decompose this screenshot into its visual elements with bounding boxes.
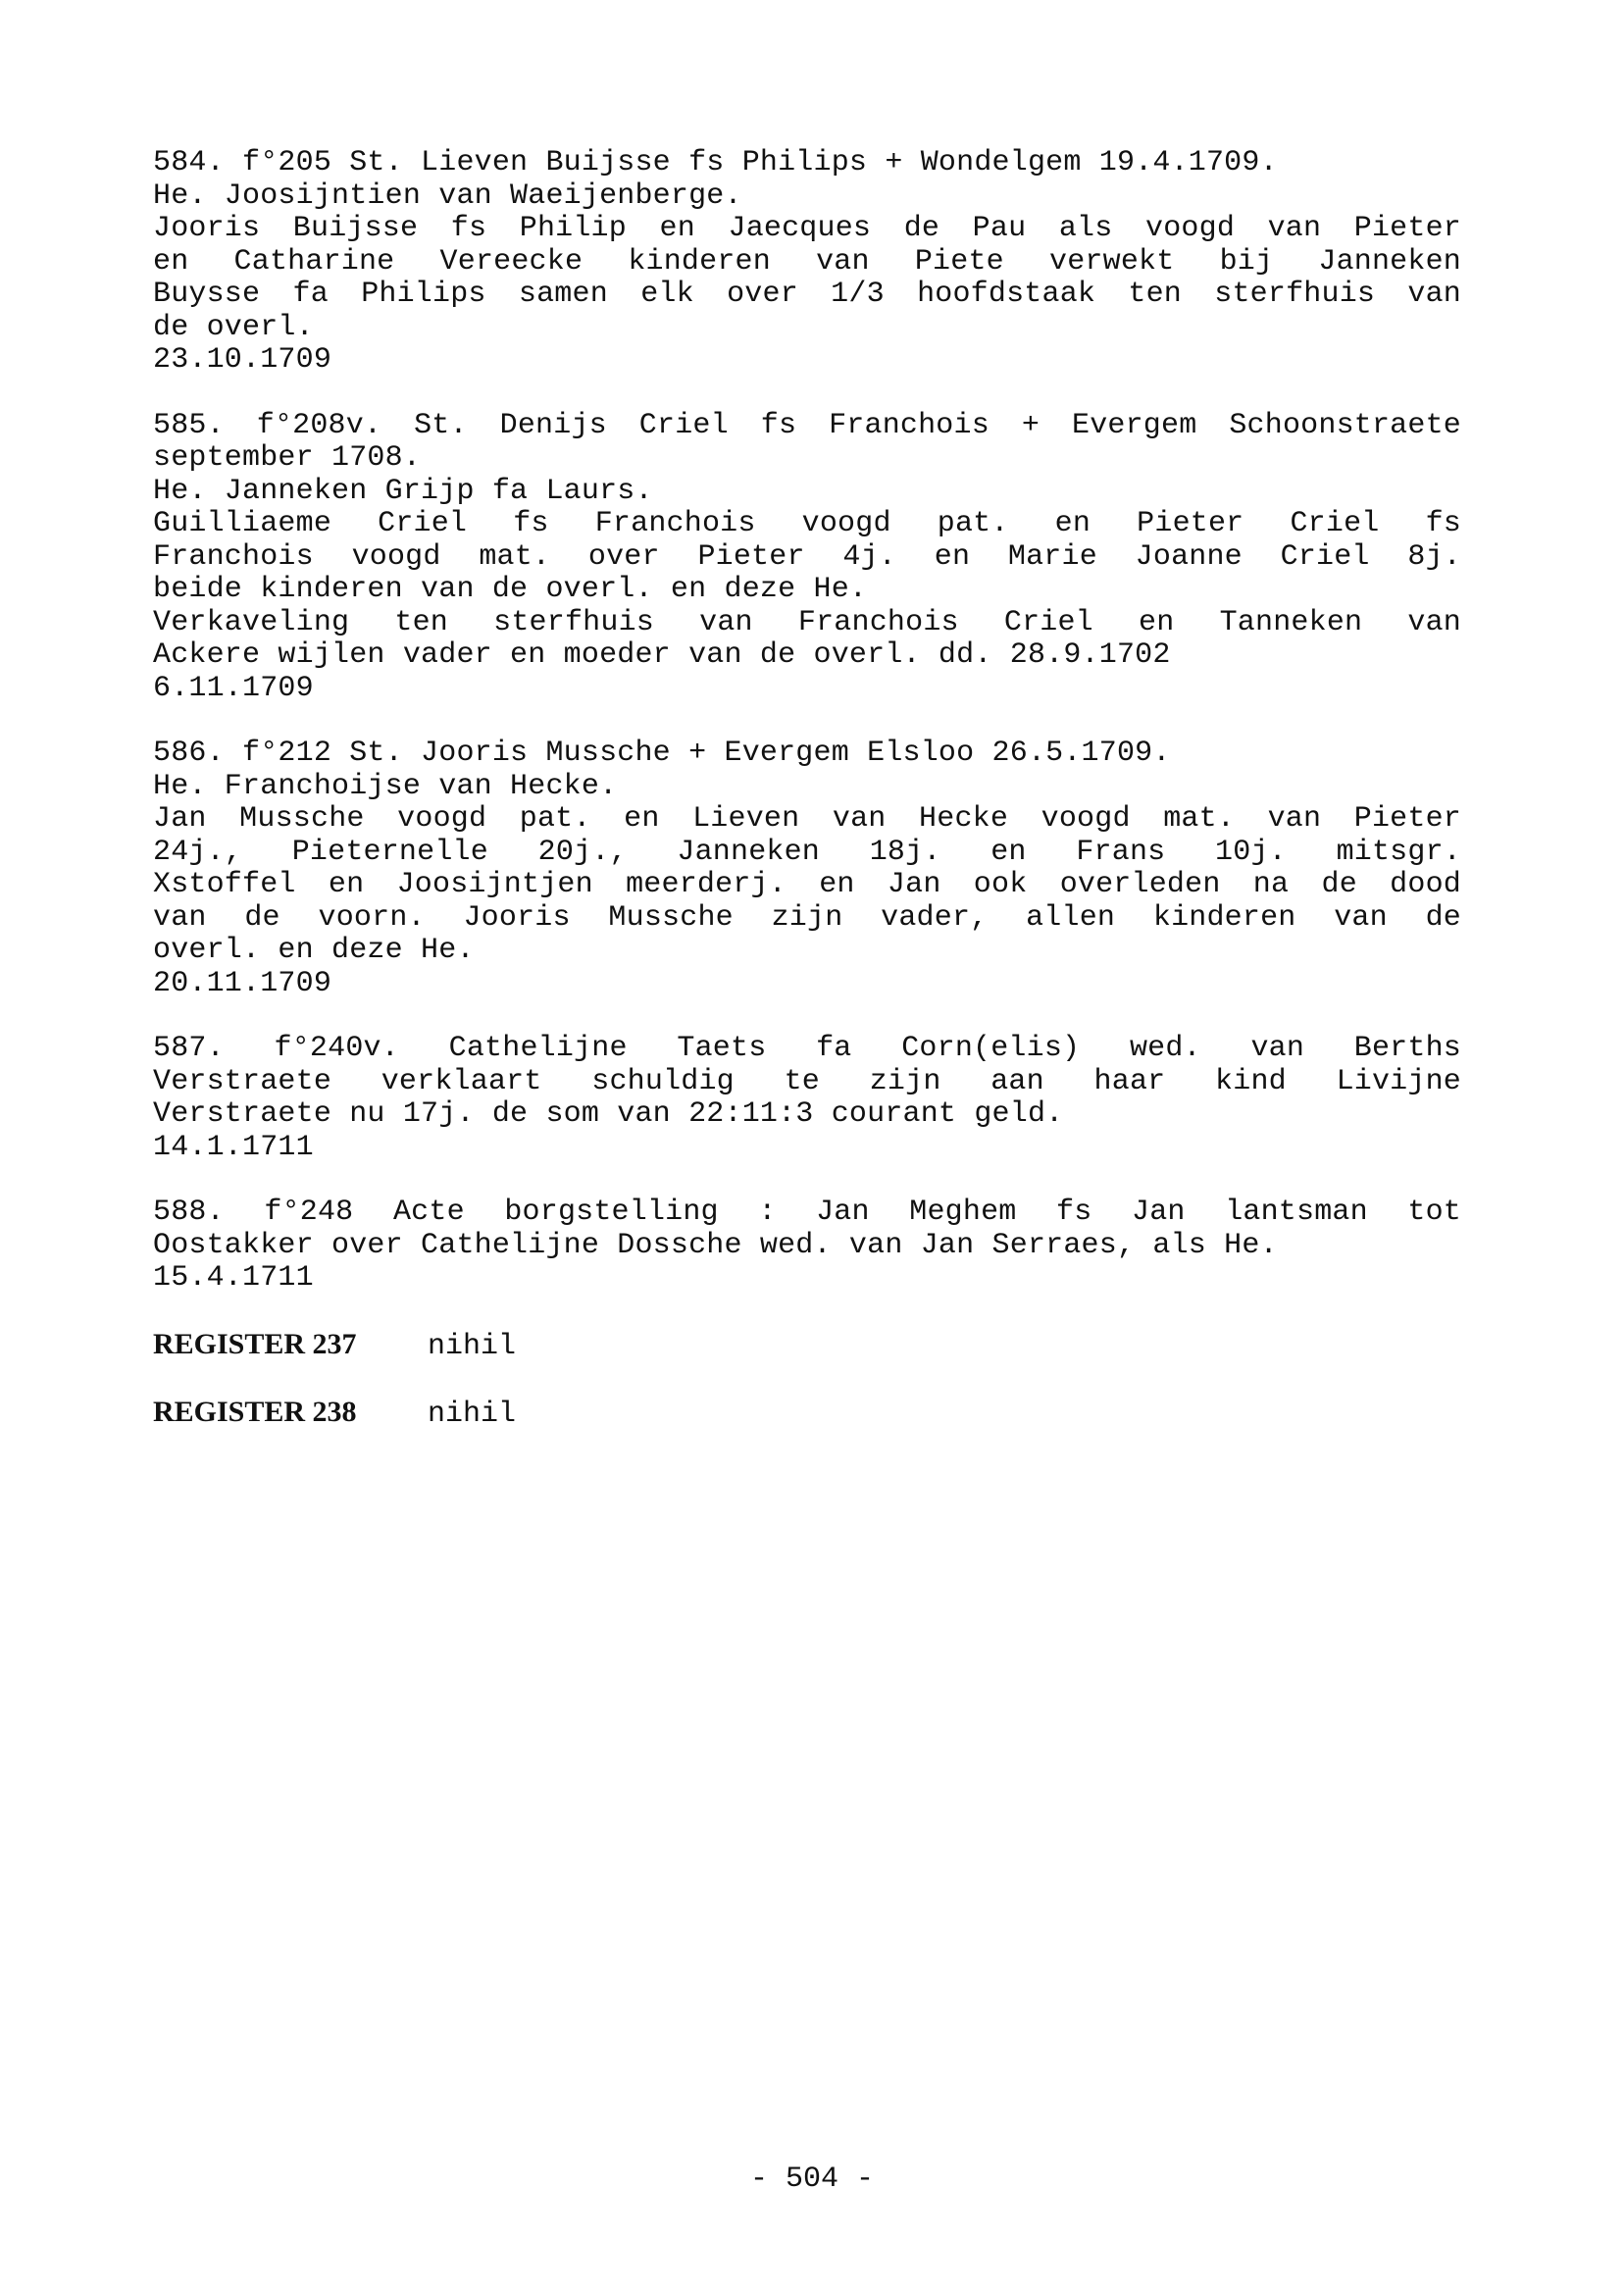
entry-line: Verstraete verklaart schuldig te zijn aan haar kind Livijne xyxy=(153,1064,1461,1098)
entry-line: Ackere wijlen vader en moeder van de overl. dd. 28.9.1702 xyxy=(153,638,1171,672)
entry-line: van de voorn. Jooris Mussche zijn vader, allen kinderen van de xyxy=(153,900,1461,935)
entry-date: 23.10.1709 xyxy=(153,343,332,377)
register-label: REGISTER 238 xyxy=(153,1396,357,1428)
entry-586 xyxy=(153,738,1461,1000)
entry-line: He. Franchoijse van Hecke. xyxy=(153,769,618,803)
entry-584 xyxy=(153,147,1461,378)
register-value: nihil xyxy=(428,1329,517,1363)
entry-date: 20.11.1709 xyxy=(153,966,332,1000)
entry-line: 586. f°212 St. Jooris Mussche + Evergem Elsloo 26.5.1709. xyxy=(153,737,1171,770)
entry-588 xyxy=(153,1196,1461,1296)
entry-line: 587. f°240v. Cathelijne Taets fa Corn(elis) wed. van Berths xyxy=(153,1032,1461,1065)
entry-line: Buysse fa Philips samen elk over 1/3 hoofdstaak ten sterfhuis van xyxy=(153,278,1461,311)
entry-line: de overl. xyxy=(153,310,314,344)
entry-line: Jooris Buijsse fs Philip en Jaecques de Pau als voogd van Pieter xyxy=(153,212,1461,245)
entry-line: september 1708. xyxy=(153,441,422,475)
entry-line: Verkaveling ten sterfhuis van Franchois Criel en Tanneken van xyxy=(153,605,1461,639)
register-label: REGISTER 237 xyxy=(153,1327,357,1360)
register-238 xyxy=(153,1396,1461,1432)
register-237 xyxy=(153,1328,1461,1364)
entry-line: Verstraete nu 17j. de som van 22:11:3 courant geld. xyxy=(153,1097,1064,1131)
entry-date: 15.4.1711 xyxy=(153,1261,314,1295)
entry-line: 584. f°205 St. Lieven Buijsse fs Philips + Wondelgem 19.4.1709. xyxy=(153,146,1278,179)
entry-line: He. Joosijntien van Waeijenberge. xyxy=(153,178,742,213)
entry-line: 588. f°248 Acte borgstelling : Jan Meghem fs Jan lantsman tot xyxy=(153,1196,1461,1229)
entry-line: Jan Mussche voogd pat. en Lieven van Hecke voogd mat. van Pieter xyxy=(153,802,1461,836)
entry-line: Franchois voogd mat. over Pieter 4j. en Marie Joanne Criel 8j. xyxy=(153,539,1461,574)
entry-line: He. Janneken Grijp fa Laurs. xyxy=(153,474,653,508)
register-value: nihil xyxy=(428,1398,517,1431)
entry-line: beide kinderen van de overl. en deze He. xyxy=(153,573,868,606)
page-number: - 504 - xyxy=(749,2163,875,2196)
entry-line: overl. en deze He. xyxy=(153,934,475,967)
entry-587 xyxy=(153,1033,1461,1164)
entry-line: 24j., Pieternelle 20j., Janneken 18j. en Frans 10j. mitsgr. xyxy=(153,835,1461,869)
entry-line: Oostakker over Cathelijne Dossche wed. van Jan Serraes, als He. xyxy=(153,1228,1278,1262)
entry-line: Xstoffel en Joosijntjen meerderj. en Jan ook overleden na de dood xyxy=(153,868,1461,901)
entry-date: 14.1.1711 xyxy=(153,1130,314,1164)
document-body xyxy=(153,147,1461,1464)
entry-date: 6.11.1709 xyxy=(153,671,314,705)
entry-line: en Catharine Vereecke kinderen van Piete verwekt bij Janneken xyxy=(153,244,1461,279)
entry-line: Guilliaeme Criel fs Franchois voogd pat. en Pieter Criel fs xyxy=(153,507,1461,540)
entry-line: 585. f°208v. St. Denijs Criel fs Franchois + Evergem Schoonstraete xyxy=(153,408,1461,442)
entry-585 xyxy=(153,410,1461,706)
